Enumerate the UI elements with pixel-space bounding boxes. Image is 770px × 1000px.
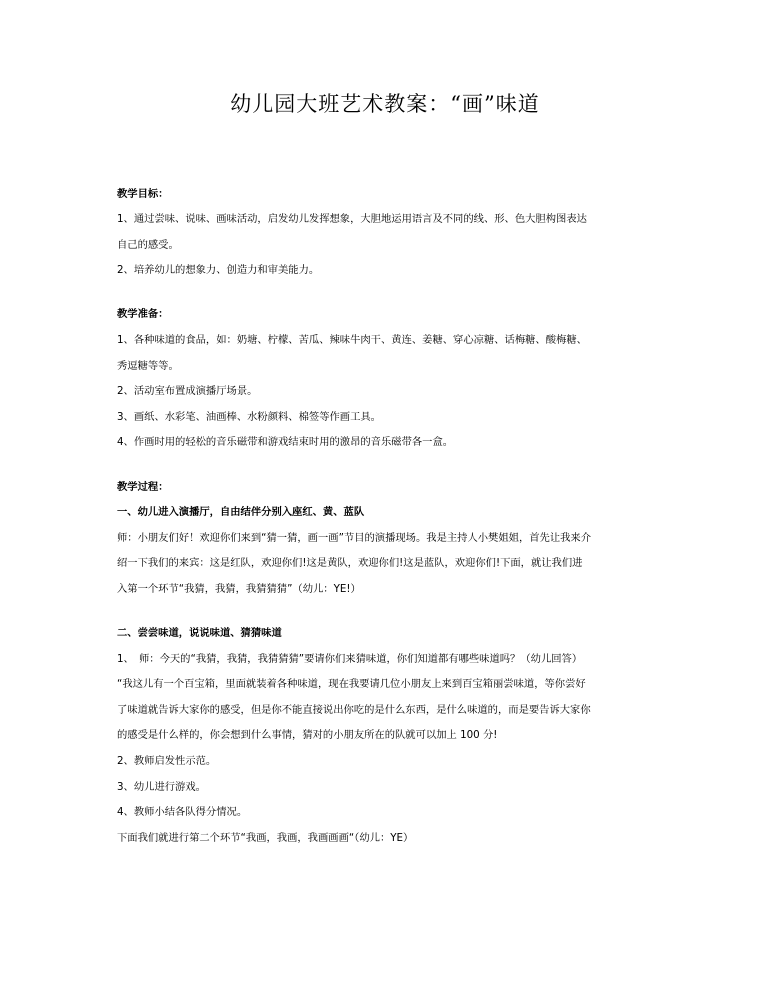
paragraph-line: 2、教师启发性示范。 [117,755,217,767]
subsection-heading-1: 一、幼儿进入演播厅，自由结伴分别入座红、黄、蓝队 [117,506,365,518]
paragraph-line: 3、幼儿进行游戏。 [117,781,206,793]
paragraph-line: 秀逗糖等等。 [117,360,179,372]
paragraph-line: 1、通过尝味、说味、画味活动，启发幼儿发挥想象，大胆地运用语言及不同的线、形、色大胆构图表达 [117,213,587,225]
paragraph-line: 师：小朋友们好！欢迎你们来到“猜一猜，画一画”节目的演播现场。我是主持人小樊姐姐，首先让我来介 [117,532,592,544]
paragraph-line: 3、画纸、水彩笔、油画棒、水粉颜料、棉签等作画工具。 [117,411,381,423]
paragraph-line: 入第一个环节“我猜，我猜，我猜猜猜”（幼儿：YE!） [117,583,361,595]
paragraph-line: 自己的感受。 [117,239,179,251]
paragraph-line: 4、作画时用的轻松的音乐磁带和游戏结束时用的激昂的音乐磁带各一盒。 [117,436,454,448]
paragraph-line: 下面我们就进行第二个环节“我画，我画，我画画画“（幼儿：YE） [117,832,414,844]
page-title: 幼儿园大班艺术教案：“画”味道 [230,92,540,116]
paragraph-line: 1、各种味道的食品，如：奶塘、柠檬、苦瓜、辣味牛肉干、黄连、姜糖、穿心凉糖、话梅糖、酸梅糖、 [117,334,587,346]
paragraph-line: 的感受是什么样的，你会想到什么事情，猜对的小朋友所在的队就可以加上 100 分! [117,729,498,741]
paragraph-line: 绍一下我们的来宾：这是红队，欢迎你们!这是黄队，欢迎你们!这是蓝队，欢迎你们!下面，就让我们进 [117,557,583,569]
paragraph-line: 1、 师：今天的“我猜，我猜，我猜猜猜”要请你们来猜味道，你们知道都有哪些味道吗？（幼儿回答） [117,653,583,665]
paragraph-line: 4、教师小结各队得分情况。 [117,806,248,818]
paragraph-line: 2、活动室布置成演播厅场景。 [117,385,258,397]
paragraph-line: 2、培养幼儿的想象力、创造力和审美能力。 [117,264,320,276]
paragraph-line: “我这儿有一个百宝箱，里面就装着各种味道，现在我要请几位小朋友上来到百宝箱丽尝味道，等你尝好 [117,678,586,690]
section-heading-process: 教学过程： [117,481,169,493]
section-heading-preparation: 教学准备： [117,308,169,320]
section-heading-goals: 教学目标： [117,188,169,200]
paragraph-line: 了味道就告诉大家你的感受，但是你不能直接说出你吃的是什么东西，是什么味道的，而是要告诉大家你 [117,704,591,716]
subsection-heading-2: 二、尝尝味道，说说味道、猜猜味道 [117,627,282,639]
